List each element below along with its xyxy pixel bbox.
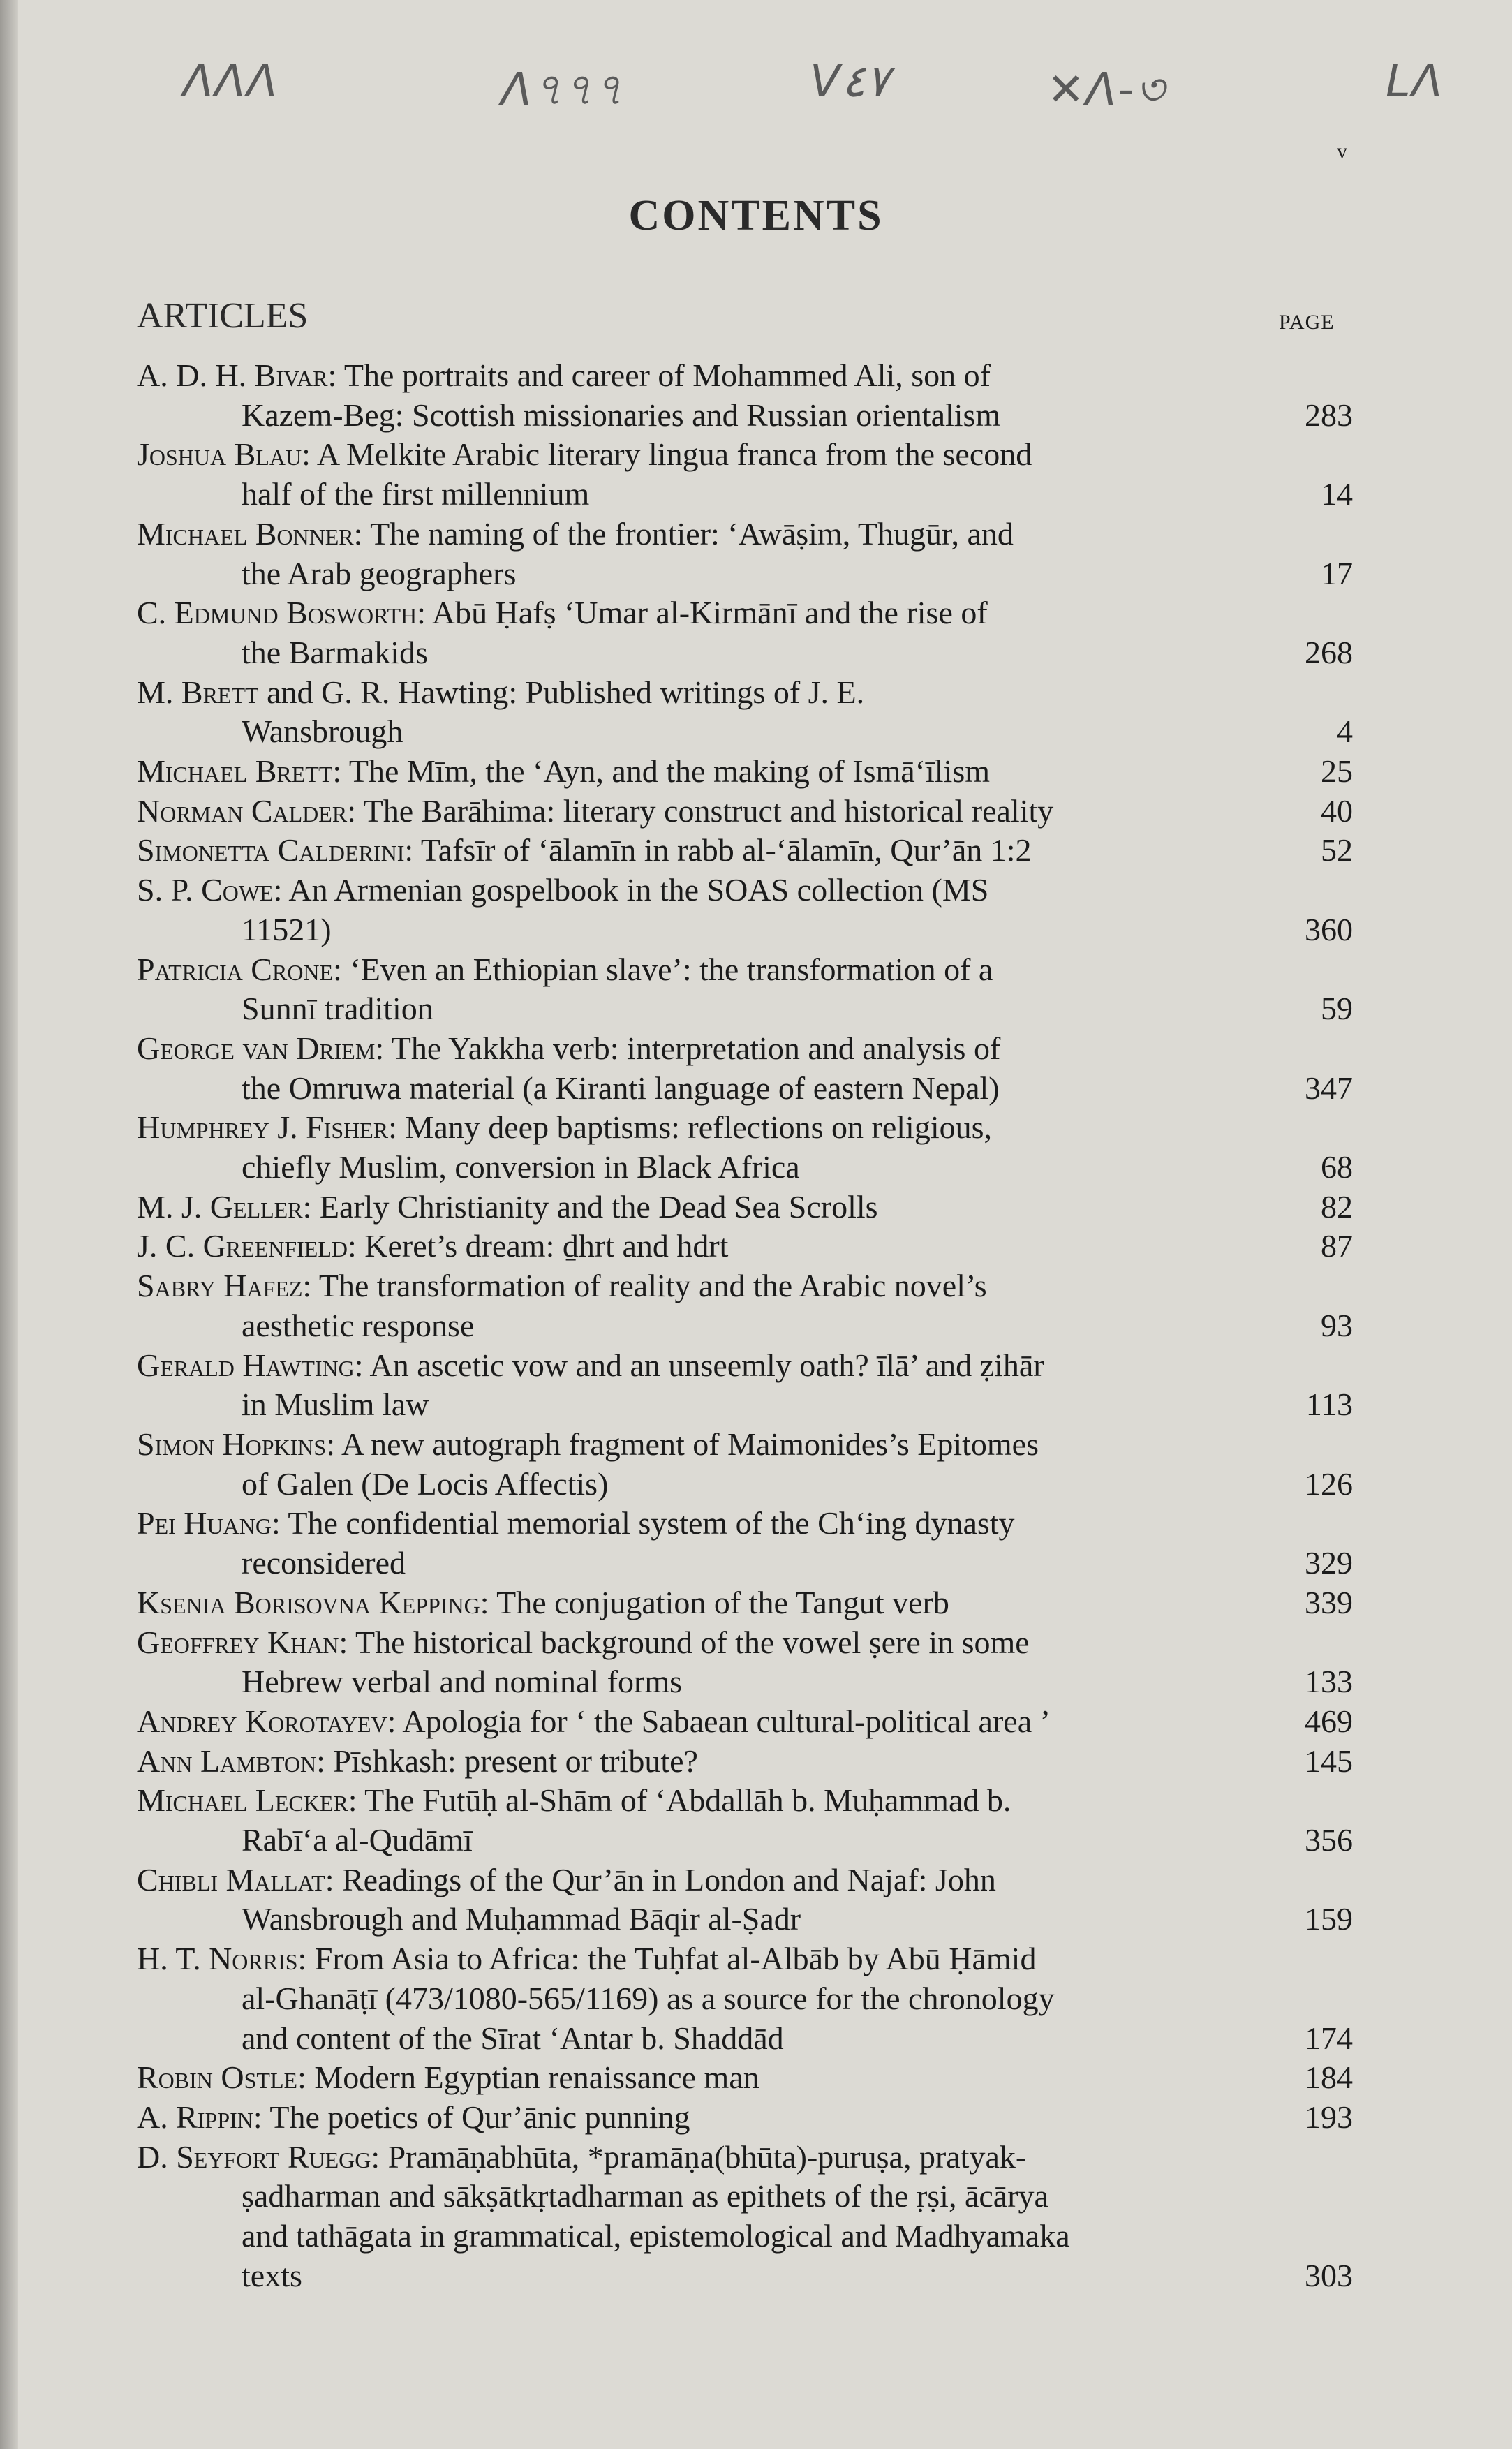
entry-continuation-line	[137, 1306, 1234, 1346]
entry-page-number: 360	[1305, 911, 1353, 947]
handwritten-shelfmark: ᐱᐱᐱ	[183, 56, 279, 108]
entry-first-line: Pei Huang: The confidential memorial system of the Ch‘ing dynasty	[137, 1505, 1015, 1541]
entry-first-line: M. J. Geller: Early Christianity and the Dead Sea Scrolls	[137, 1188, 878, 1224]
entry-author: J. C. Greenfield	[137, 1228, 348, 1264]
entry-author: H. T. Norris	[137, 1941, 298, 1977]
entry-author: Michael Lecker	[137, 1782, 348, 1819]
entry-first-line: Humphrey J. Fisher: Many deep baptisms: reflections on religious,	[137, 1109, 993, 1146]
entry-page-number: 40	[1321, 792, 1353, 829]
toc-entry	[137, 2138, 1353, 2296]
entry-first-line: Sabry Hafez: The transformation of reality and the Arabic novel’s	[137, 1268, 987, 1304]
entry-title-text: Readings of the Qur’ān in London and Najaf: John	[342, 1861, 996, 1897]
entry-title-text: Modern Egyptian renaissance man	[314, 2059, 759, 2096]
entry-author: Joshua Blau	[137, 436, 302, 473]
entry-continuation-line	[137, 2256, 1234, 2296]
entry-page-number: 4	[1337, 713, 1353, 750]
entry-page-number: 303	[1305, 2257, 1353, 2293]
toc-entry	[137, 1425, 1353, 1504]
toc-entry	[137, 593, 1353, 672]
entry-first-line: Patricia Crone: ‘Even an Ethiopian slave’: the transformation of a	[137, 951, 993, 987]
entry-page-number: 68	[1321, 1149, 1353, 1185]
entry-page-number: 469	[1305, 1703, 1353, 1739]
entry-first-line: Michael Bonner: The naming of the frontier: ‘Awāṣim, Thugūr, and	[137, 515, 1014, 552]
entry-first-line: Andrey Korotayev: Apologia for ‘ the Sabaean cultural-political area ’	[137, 1703, 1051, 1739]
entry-title-text: of Galen (De Locis Affectis)	[242, 1465, 609, 1502]
entry-title-text: A Melkite Arabic literary lingua franca from the second	[316, 436, 1032, 473]
entry-author: Norman Calder	[137, 792, 348, 829]
entry-author: C. Edmund Bosworth	[137, 595, 417, 631]
toc-entry	[137, 435, 1353, 514]
entry-title-text: Early Christianity and the Dead Sea Scrolls	[319, 1188, 878, 1224]
toc-entry	[137, 831, 1353, 871]
page-shadow	[0, 0, 18, 2449]
entry-title-text: Pīshkash: present or tribute?	[333, 1743, 698, 1779]
entry-continuation-line	[137, 2217, 1234, 2256]
entry-author: Robin Ostle	[137, 2059, 298, 2096]
entry-continuation-line	[137, 1069, 1234, 1109]
entry-first-line: Geoffrey Khan: The historical background of the vowel ṣere in some	[137, 1624, 1030, 1660]
toc-entry	[137, 1504, 1353, 1583]
entry-first-line: C. Edmund Bosworth: Abū Ḥafṣ ‘Umar al-Kirmānī and the rise of	[137, 595, 988, 631]
entry-page-number: 59	[1321, 991, 1353, 1027]
entry-author: George van Driem	[137, 1030, 376, 1066]
entry-title-text: An Armenian gospelbook in the SOAS collection (MS	[288, 872, 989, 908]
entry-first-line: S. P. Cowe: An Armenian gospelbook in the SOAS collection (MS	[137, 872, 989, 908]
entry-page-number: 339	[1305, 1584, 1353, 1620]
toc-entry	[137, 1623, 1353, 1702]
entry-title-text: half of the first millennium	[242, 476, 590, 512]
entry-title-text: Wansbrough and Muḥammad Bāqir al-Ṣadr	[242, 1901, 801, 1937]
entry-author: D. Seyfort Ruegg	[137, 2138, 371, 2175]
entry-title-text: 11521)	[242, 911, 332, 947]
handwritten-volume: ᐯ٤٧	[810, 56, 890, 108]
toc-entry	[137, 1108, 1353, 1187]
entry-author: Sabry Hafez	[137, 1268, 303, 1304]
entry-first-line: Simon Hopkins: A new autograph fragment of Maimonides’s Epitomes	[137, 1426, 1039, 1462]
entry-first-line	[137, 673, 1234, 713]
entry-author: Michael Brett	[137, 753, 333, 790]
toc-entry	[137, 752, 1353, 792]
entry-first-line: Norman Calder: The Barāhima: literary construct and historical reality	[137, 792, 1054, 829]
entry-page-number: 145	[1305, 1743, 1353, 1779]
toc-entry	[137, 1742, 1353, 1782]
toc-entry	[137, 792, 1353, 831]
entry-page-number: 356	[1305, 1822, 1353, 1858]
entry-title-text: Keret’s dream: ḏhrt and hdrt	[364, 1228, 729, 1264]
entry-title-text: The Barāhima: literary construct and historical reality	[363, 792, 1054, 829]
entry-continuation-line	[137, 1979, 1234, 2019]
toc-entry	[137, 1187, 1353, 1227]
toc-entry	[137, 356, 1353, 435]
toc-entry	[137, 1346, 1353, 1425]
entry-title-text: the Barmakids	[242, 634, 428, 670]
entry-page-number: 126	[1305, 1465, 1353, 1502]
entry-title-text: Wansbrough	[242, 713, 403, 750]
entry-first-line: Michael Lecker: The Futūḥ al-Shām of ‘Abdallāh b. Muḥammad b.	[137, 1782, 1011, 1819]
entry-continuation-line	[137, 712, 1234, 752]
entry-first-line: George van Driem: The Yakkha verb: interpretation and analysis of	[137, 1030, 1001, 1066]
entry-first-line: Chibli Mallat: Readings of the Qur’ān in London and Najaf: John	[137, 1861, 996, 1897]
entry-title-text: Apologia for ‘ the Sabaean cultural-political area ’	[402, 1703, 1051, 1739]
entry-first-line: Michael Brett: The Mīm, the ‘Ayn, and the making of Ismā‘īlism	[137, 753, 991, 790]
entry-title-text: Hebrew verbal and nominal forms	[242, 1664, 683, 1700]
entry-title-text: in Muslim law	[242, 1386, 429, 1423]
entry-first-line: Joshua Blau: A Melkite Arabic literary lingua franca from the second	[137, 436, 1032, 473]
entry-title-text: Abū Ḥafṣ ‘Umar al-Kirmānī and the rise of	[431, 595, 988, 631]
entry-title-text: the Arab geographers	[242, 555, 517, 591]
toc-entry	[137, 871, 1353, 949]
page-column-heading: PAGE	[1279, 311, 1335, 334]
entry-continuation-line	[137, 2019, 1234, 2059]
entry-author: A. D. H. Bivar	[137, 357, 328, 393]
entry-continuation-line	[137, 989, 1234, 1029]
entry-first-line: Robin Ostle: Modern Egyptian renaissance man	[137, 2059, 759, 2096]
entry-continuation-line	[137, 1544, 1234, 1583]
entry-page-number: 184	[1305, 2059, 1353, 2096]
entry-author: Andrey Korotayev	[137, 1703, 387, 1739]
entry-first-line: D. Seyfort Ruegg: Pramāṇabhūta, *pramāṇa(bhūta)-puruṣa, pratyak-	[137, 2138, 1027, 2175]
entry-author: M. Brett	[137, 674, 259, 710]
entry-title-text: Rabī‘a al-Qudāmī	[242, 1822, 473, 1858]
entry-page-number: 329	[1305, 1545, 1353, 1581]
entry-page-number: 52	[1321, 832, 1353, 868]
entry-author: Chibli Mallat	[137, 1861, 325, 1897]
entry-page-number: 14	[1321, 476, 1353, 512]
toc-entry	[137, 1860, 1353, 1939]
entry-page-number: 174	[1305, 2020, 1353, 2056]
entry-title-text: A new autograph fragment of Maimonides’s Epitomes	[341, 1426, 1039, 1462]
entry-page-number: 25	[1321, 753, 1353, 790]
handwritten-code: ᒪᐱ	[1386, 56, 1444, 108]
toc-entry	[137, 673, 1353, 752]
entry-title-text: The historical background of the vowel ṣere in some	[355, 1624, 1030, 1660]
entry-continuation-line	[137, 1900, 1234, 1939]
entry-title-text: The transformation of reality and the Arabic novel’s	[318, 1268, 987, 1304]
entry-continuation-line	[137, 1465, 1234, 1504]
entry-page-number: 193	[1305, 2099, 1353, 2135]
entry-title-text: The Mīm, the ‘Ayn, and the making of Ismā‘īlism	[348, 753, 991, 790]
entry-page-number: 159	[1305, 1901, 1353, 1937]
entry-title-text: The confidential memorial system of the Ch‘ing dynasty	[288, 1505, 1015, 1541]
entry-author: Geoffrey Khan	[137, 1624, 339, 1660]
entry-author: Michael Bonner	[137, 515, 354, 552]
entry-title-text: the Omruwa material (a Kiranti language of eastern Nepal)	[242, 1070, 1000, 1106]
entry-title-text: The Yakkha verb: interpretation and analysis of	[391, 1030, 1001, 1066]
toc-entry	[137, 1702, 1353, 1742]
entry-title-text: The poetics of Qur’ānic punning	[269, 2099, 690, 2135]
entry-continuation-line	[137, 554, 1234, 594]
entry-first-line: Ann Lambton: Pīshkash: present or tribute?	[137, 1743, 698, 1779]
entry-title-text: The portraits and career of Mohammed Ali, son of	[343, 357, 991, 393]
entry-first-line: A. Rippin: The poetics of Qur’ānic punning	[137, 2099, 690, 2135]
entry-title-text: ‘Even an Ethiopian slave’: the transformation of a	[350, 951, 993, 987]
entry-title-text: Kazem-Beg: Scottish missionaries and Russian orientalism	[242, 397, 1001, 433]
table-of-contents	[137, 356, 1353, 2295]
entry-continuation-line	[137, 2177, 1234, 2217]
handwritten-parts: ✕ᐱ-৩	[1047, 64, 1166, 116]
entry-first-line: Ksenia Borisovna Kepping: The conjugation of the Tangut verb	[137, 1584, 949, 1620]
entry-author: A. Rippin	[137, 2099, 253, 2135]
entry-title-text: Many deep baptisms: reflections on religious,	[405, 1109, 993, 1146]
entry-continuation-line	[137, 1662, 1234, 1702]
entry-page-number: 268	[1305, 634, 1353, 670]
toc-entry	[137, 1781, 1353, 1860]
entry-author: M. J. Geller	[137, 1188, 303, 1224]
toc-entry	[137, 950, 1353, 1029]
entry-page-number: 82	[1321, 1188, 1353, 1224]
page-number: v	[1337, 140, 1347, 163]
entry-author: Patricia Crone	[137, 951, 334, 987]
entry-continuation-line	[137, 1148, 1234, 1187]
toc-entry	[137, 1939, 1353, 2058]
entry-author: Ann Lambton	[137, 1743, 317, 1779]
entry-first-line: H. T. Norris: From Asia to Africa: the Tuḥfat al-Albāb by Abū Ḥāmid	[137, 1941, 1037, 1977]
entry-page-number: 347	[1305, 1070, 1353, 1106]
toc-entry	[137, 1583, 1353, 1623]
entry-title-text: and tathāgata in grammatical, epistemological and Madhyamaka	[242, 2218, 1070, 2254]
entry-title-text: Sunnī tradition	[242, 991, 433, 1027]
entry-title-text: reconsidered	[242, 1545, 406, 1581]
entry-continuation-line	[137, 1385, 1234, 1425]
toc-entry	[137, 2058, 1353, 2098]
entry-title-text: The naming of the frontier: ‘Awāṣim, Thugūr, and	[370, 515, 1014, 552]
entry-title-text: texts	[242, 2257, 302, 2293]
entry-title-text: Tafsīr of ‘ālamīn in rabb al-‘ālamīn, Qur’ān 1:2	[420, 832, 1032, 868]
toc-entry	[137, 515, 1353, 593]
entry-continuation-line	[137, 1821, 1234, 1860]
entry-title-text: An ascetic vow and an unseemly oath? īlā’ and ẓihār	[369, 1347, 1044, 1383]
entry-page-number: 113	[1305, 1386, 1353, 1423]
entry-title-text: chiefly Muslim, conversion in Black Africa	[242, 1149, 800, 1185]
handwritten-year: ᐱ৭৭৭	[501, 64, 625, 116]
entry-page-number: 87	[1321, 1228, 1353, 1264]
toc-entry	[137, 1029, 1353, 1108]
toc-entry	[137, 1266, 1353, 1345]
entry-title-text: al-Ghanāṭī (473/1080-565/1169) as a source for the chronology	[242, 1980, 1055, 2016]
entry-continuation-line	[137, 633, 1234, 673]
entry-author: Pei Huang	[137, 1505, 272, 1541]
entry-title-text: The conjugation of the Tangut verb	[496, 1584, 949, 1620]
entry-author: Ksenia Borisovna Kepping	[137, 1584, 480, 1620]
toc-entry	[137, 2098, 1353, 2138]
entry-continuation-line	[137, 396, 1234, 436]
entry-first-line: A. D. H. Bivar: The portraits and career of Mohammed Ali, son of	[137, 357, 991, 393]
entry-first-line: Gerald Hawting: An ascetic vow and an unseemly oath? īlā’ and ẓihār	[137, 1347, 1044, 1383]
entry-continuation-line	[137, 910, 1234, 950]
entry-continuation-line	[137, 475, 1234, 515]
page-title: CONTENTS	[628, 192, 884, 239]
toc-entry	[137, 1227, 1353, 1266]
entry-author: Humphrey J. Fisher	[137, 1109, 389, 1146]
entry-author: Simon Hopkins	[137, 1426, 327, 1462]
entry-first-line: J. C. Greenfield: Keret’s dream: ḏhrt and hdrt	[137, 1228, 729, 1264]
entry-title-text: and content of the Sīrat ‘Antar b. Shaddād	[242, 2020, 784, 2056]
entry-author: Gerald Hawting	[137, 1347, 355, 1383]
entry-page-number: 17	[1321, 555, 1353, 591]
entry-page-number: 283	[1305, 397, 1353, 433]
entry-title-text: aesthetic response	[242, 1307, 475, 1343]
entry-title-text: The Futūḥ al-Shām of ‘Abdallāh b. Muḥammad b.	[364, 1782, 1011, 1819]
entry-title-text: and G. R. Hawting: Published writings of J. E.	[267, 674, 865, 710]
entry-first-line: Simonetta Calderini: Tafsīr of ‘ālamīn in rabb al-‘ālamīn, Qur’ān 1:2	[137, 832, 1032, 868]
section-heading: ARTICLES	[137, 296, 309, 336]
entry-author: Simonetta Calderini	[137, 832, 405, 868]
entry-author: S. P. Cowe	[137, 872, 274, 908]
entry-title-text: Pramāṇabhūta, *pramāṇa(bhūta)-puruṣa, pratyak-	[387, 2138, 1027, 2175]
entry-page-number: 133	[1305, 1664, 1353, 1700]
entry-title-text: From Asia to Africa: the Tuḥfat al-Albāb by Abū Ḥāmid	[314, 1941, 1037, 1977]
entry-page-number: 93	[1321, 1307, 1353, 1343]
entry-title-text: ṣadharman and sākṣātkṛtadharman as epithets of the ṛṣi, ācārya	[242, 2178, 1048, 2214]
